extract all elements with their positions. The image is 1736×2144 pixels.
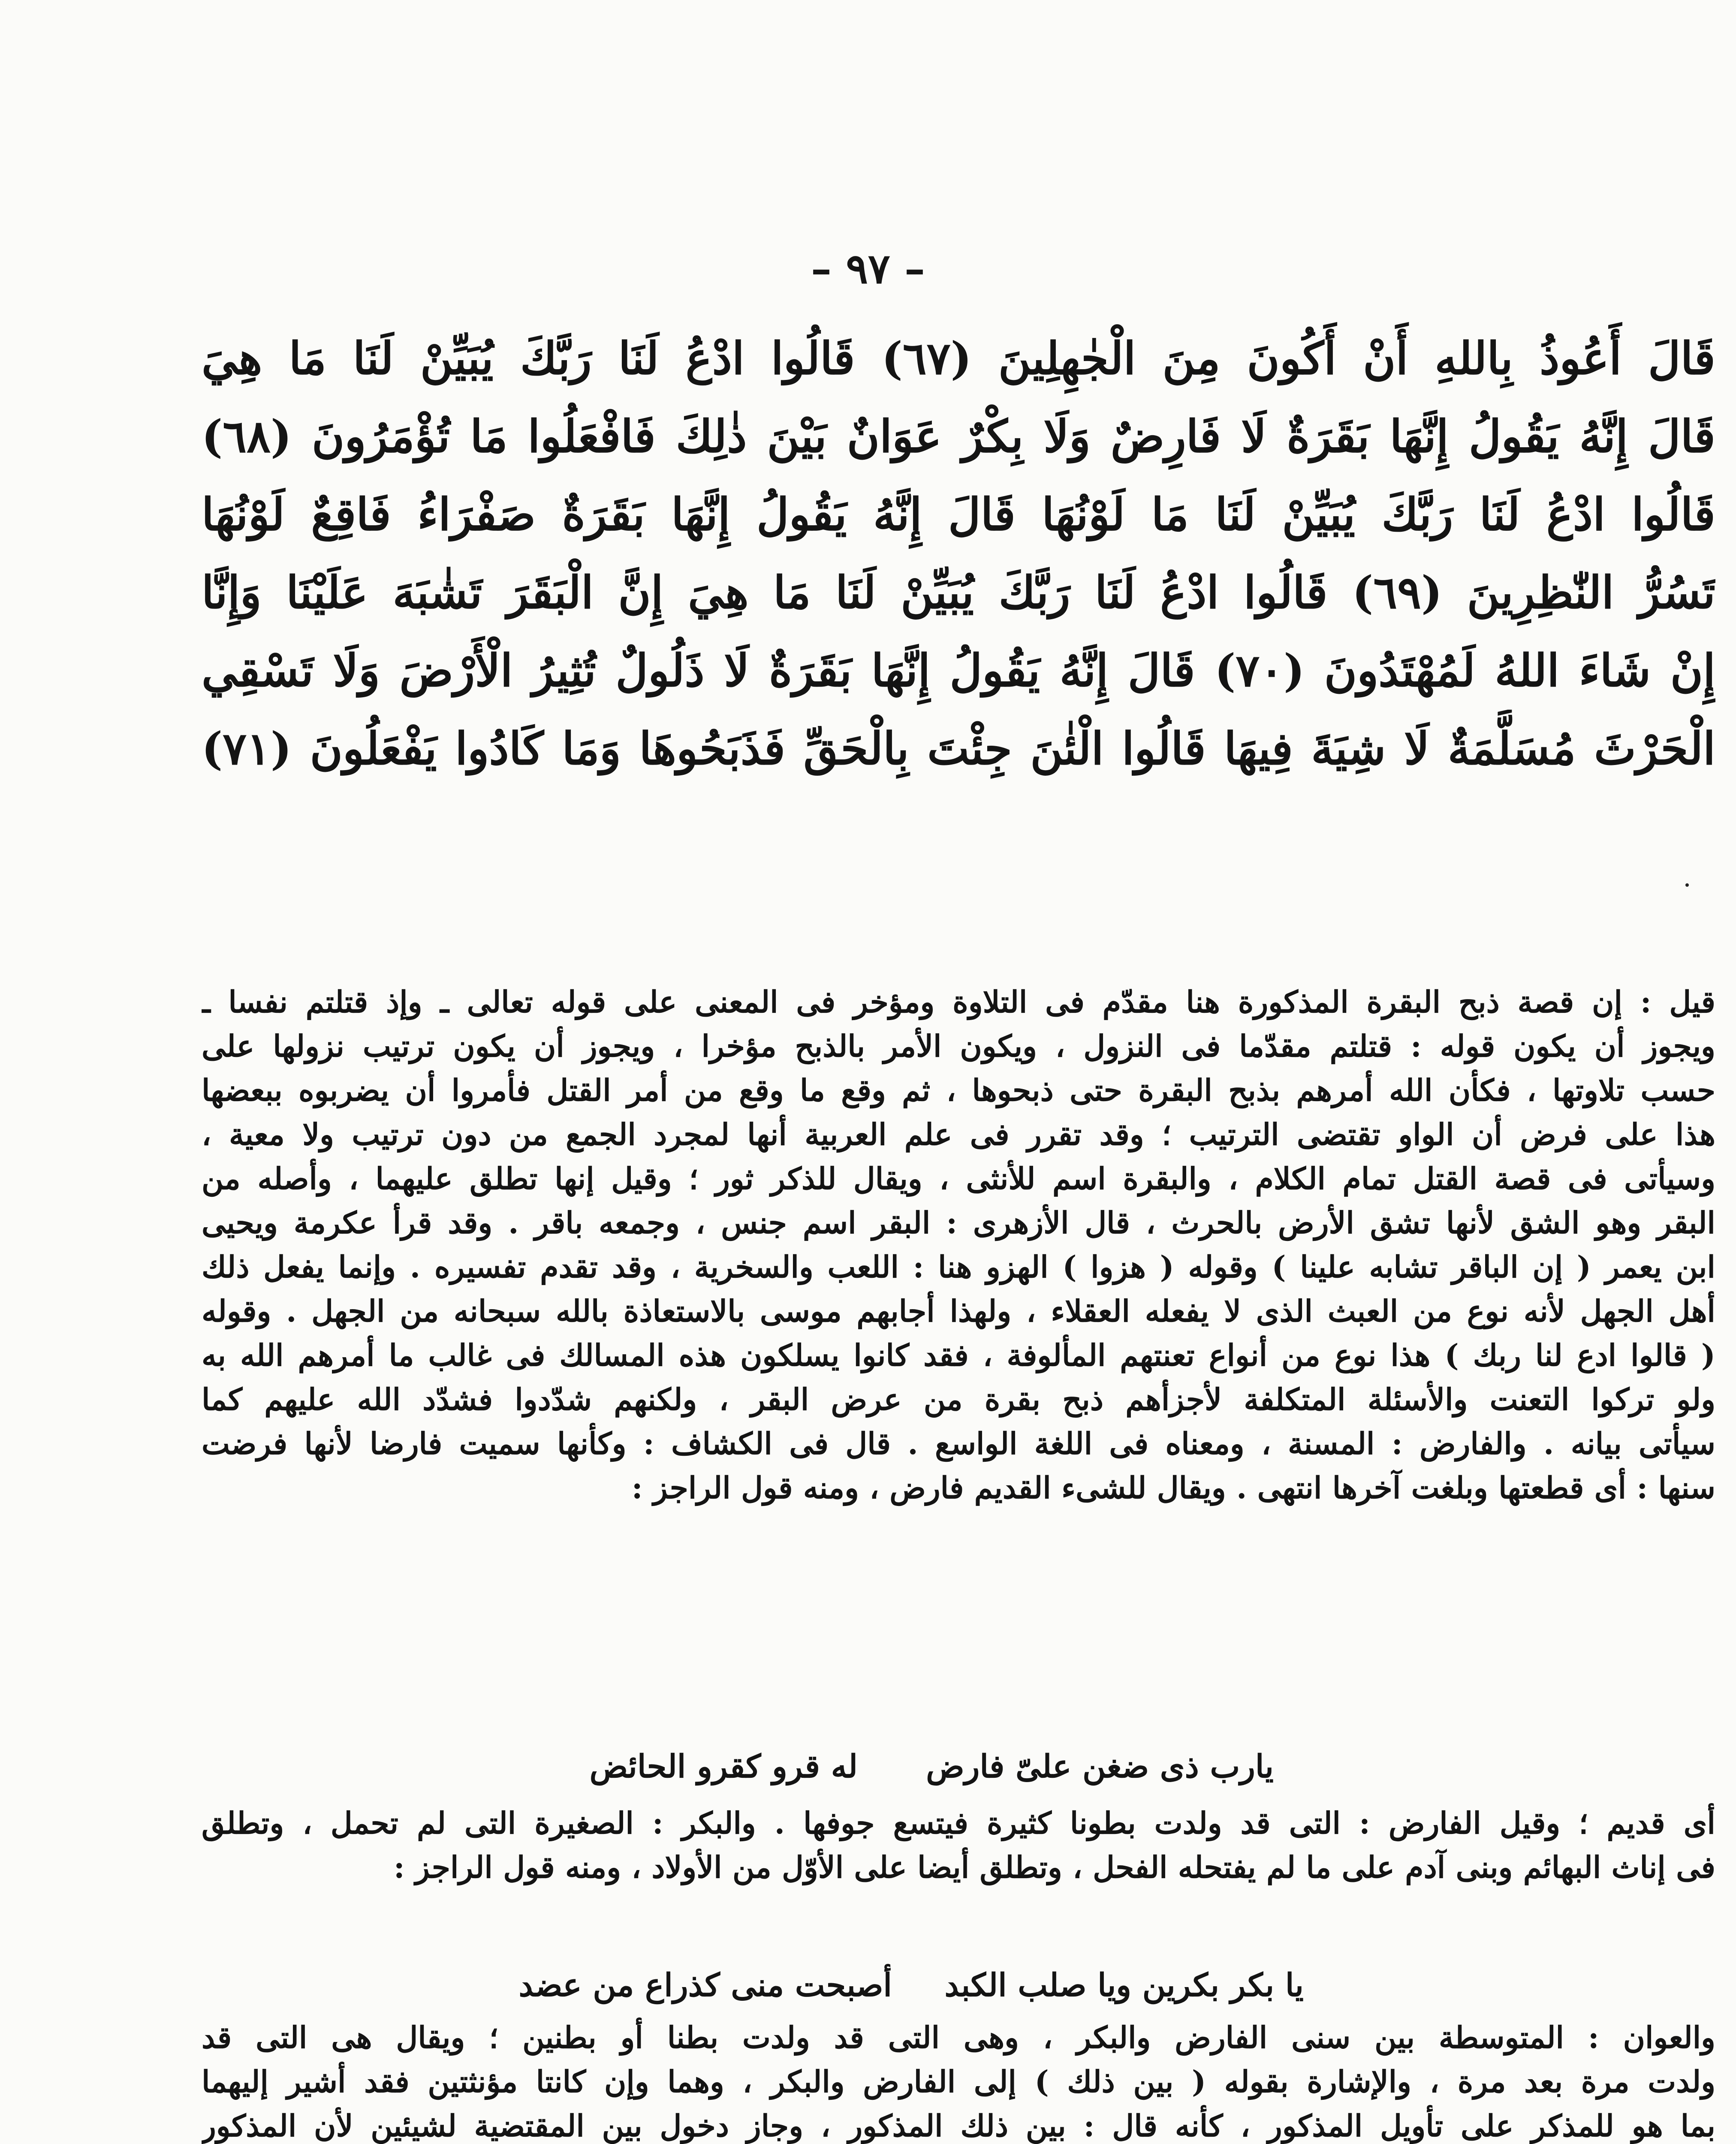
verse-line: قَالَ إِنَّهُ يَقُولُ إِنَّهَا بَقَرَةٌ لَا فَارِضٌ وَلَا بِكْرٌ عَوَانٌ بَيْنَ ذٰلِكَ فَافْعَلُوا مَا تُؤْمَرُونَ (٦٨) xyxy=(202,410,1715,463)
commentary-line: البقر وهو الشق لأنها تشق الأرض بالحرث ، قال الأزهرى : البقر اسم جنس ، وجمعه باقر . وقد قرأ عكرمة ويحيى xyxy=(202,1205,1715,1241)
verse-line: قَالَ أَعُوذُ بِاللهِ أَنْ أَكُونَ مِنَ الْجٰهِلِينَ (٦٧) قَالُوا ادْعُ لَنَا رَبَّكَ يُبَيِّنْ لَنَا مَا هِيَ xyxy=(202,332,1715,385)
commentary-line: حسب تلاوتها ، فكأن الله أمرهم بذبح البقرة حتى ذبحوها ، ثم وقع ما وقع من أمر القتل فأمروا أن يضربوه ببعضها xyxy=(202,1072,1715,1108)
commentary-line: وسيأتى فى قصة القتل تمام الكلام ، والبقرة اسم للأنثى ، ويقال للذكر ثور ؛ وقيل إنها تطلق عليهما ، وأصله من xyxy=(202,1161,1715,1196)
commentary-line: بما هو للمذكر على تأويل المذكور ، كأنه قال : بين ذلك المذكور ، وجاز دخول بين المقتضية لشيئين لأن المذكور xyxy=(202,2108,1715,2144)
commentary-line: هذا على فرض أن الواو تقتضى الترتيب ؛ وقد تقرر فى علم العربية أنها لمجرد الجمع من دون ترتيب ولا معية ، xyxy=(202,1117,1715,1152)
verse-line: إِنْ شَاءَ اللهُ لَمُهْتَدُونَ (٧٠) قَالَ إِنَّهُ يَقُولُ إِنَّهَا بَقَرَةٌ لَا ذَلُولٌ تُثِيرُ الْأَرْضَ وَلَا تَسْقِي xyxy=(202,644,1715,697)
commentary-line: ولو تركوا التعنت والأسئلة المتكلفة لأجزأهم ذبح بقرة من عرض البقر ، ولكنهم شدّدوا فشدّد الله عليهم كما xyxy=(202,1382,1715,1417)
poem-hemistich: يارب ذى ضغن علىّ فارض xyxy=(926,1748,1274,1785)
verse-line: قَالُوا ادْعُ لَنَا رَبَّكَ يُبَيِّنْ لَنَا مَا لَوْنُهَا قَالَ إِنَّهُ يَقُولُ إِنَّهَا بَقَرَةٌ صَفْرَاءُ فَاقِعٌ لَوْنُهَا xyxy=(202,488,1715,541)
poem-hemistich: يا بكر بكرين ويا صلب الكبد xyxy=(944,1967,1304,2004)
commentary-block-2 xyxy=(202,1801,1715,1889)
commentary-line: سيأتى بيانه . والفارض : المسنة ، ومعناه فى اللغة الواسع . قال فى الكشاف : وكأنها سميت فارضا لأنها فرضت xyxy=(202,1426,1715,1461)
poem-verse-1 xyxy=(202,1743,1715,1790)
commentary-line: أهل الجهل لأنه نوع من العبث الذى لا يفعله العقلاء ، ولهذا أجابهم موسى بالاستعاذة بالله سبحانه من الجهل . وقوله xyxy=(202,1293,1715,1329)
commentary-line: والعوان : المتوسطة بين سنى الفارض والبكر ، وهى التى قد ولدت بطنا أو بطنين ؛ ويقال هى التى قد xyxy=(202,2020,1715,2055)
commentary-line: ( قالوا ادع لنا ربك ) هذا نوع من أنواع تعنتهم المألوفة ، فقد كانوا يسلكون هذه المسالك فى غالب ما أمرهم الله به xyxy=(202,1337,1715,1373)
page-number: – ٩٧ – xyxy=(811,244,925,293)
commentary-line: سنها : أى قطعتها وبلغت آخرها انتهى . ويقال للشىء القديم فارض ، ومنه قول الراجز : xyxy=(631,1470,1715,1506)
commentary-line: فى إناث البهائم وبنى آدم على ما لم يفتحله الفحل ، وتطلق أيضا على الأوّل من الأولاد ، ومنه قول الراجز : xyxy=(393,1849,1715,1885)
commentary-line: ولدت مرة بعد مرة ، والإشارة بقوله ( بين ذلك ) إلى الفارض والبكر ، وهما وإن كانتا مؤنثتين فقد أشير إليهما xyxy=(202,2064,1715,2099)
commentary-block-3 xyxy=(202,2015,1715,2144)
poem-verse-2 xyxy=(202,1962,1715,2009)
margin-dot xyxy=(1685,883,1689,887)
poem-hemistich: أصبحت منى كذراع من عضد xyxy=(518,1967,892,2004)
verse-line: تَسُرُّ النّٰظِرِينَ (٦٩) قَالُوا ادْعُ لَنَا رَبَّكَ يُبَيِّنْ لَنَا مَا هِيَ إِنَّ الْبَقَرَ تَشٰبَهَ عَلَيْنَا وَإِنَّا xyxy=(202,566,1715,619)
verse-line: الْحَرْثَ مُسَلَّمَةٌ لَا شِيَةَ فِيهَا قَالُوا الْئٰنَ جِئْتَ بِالْحَقِّ فَذَبَحُوهَا وَمَا كَادُوا يَفْعَلُونَ (٧١) xyxy=(202,722,1715,775)
quran-verses-block xyxy=(202,319,1715,788)
commentary-line: أى قديم ؛ وقيل الفارض : التى قد ولدت بطونا كثيرة فيتسع جوفها . والبكر : الصغيرة التى لم تحمل ، وتطلق xyxy=(202,1805,1715,1841)
commentary-line: ابن يعمر ( إن الباقر تشابه علينا ) وقوله ( هزوا ) الهزو هنا : اللعب والسخرية ، وقد تقدم تفسيره . وإنما يفعل ذلك xyxy=(202,1249,1715,1285)
commentary-line: قيل : إن قصة ذبح البقرة المذكورة هنا مقدّم فى التلاوة ومؤخر فى المعنى على قوله تعالى ـ وإذ قتلتم نفسا ـ xyxy=(202,984,1715,1020)
poem-hemistich: له قرو كقرو الحائض xyxy=(589,1748,858,1785)
commentary-block-1 xyxy=(202,980,1715,1510)
commentary-line: ويجوز أن يكون قوله : قتلتم مقدّما فى النزول ، ويكون الأمر بالذبح مؤخرا ، ويجوز أن يكون ترتيب نزولها على xyxy=(202,1028,1715,1064)
